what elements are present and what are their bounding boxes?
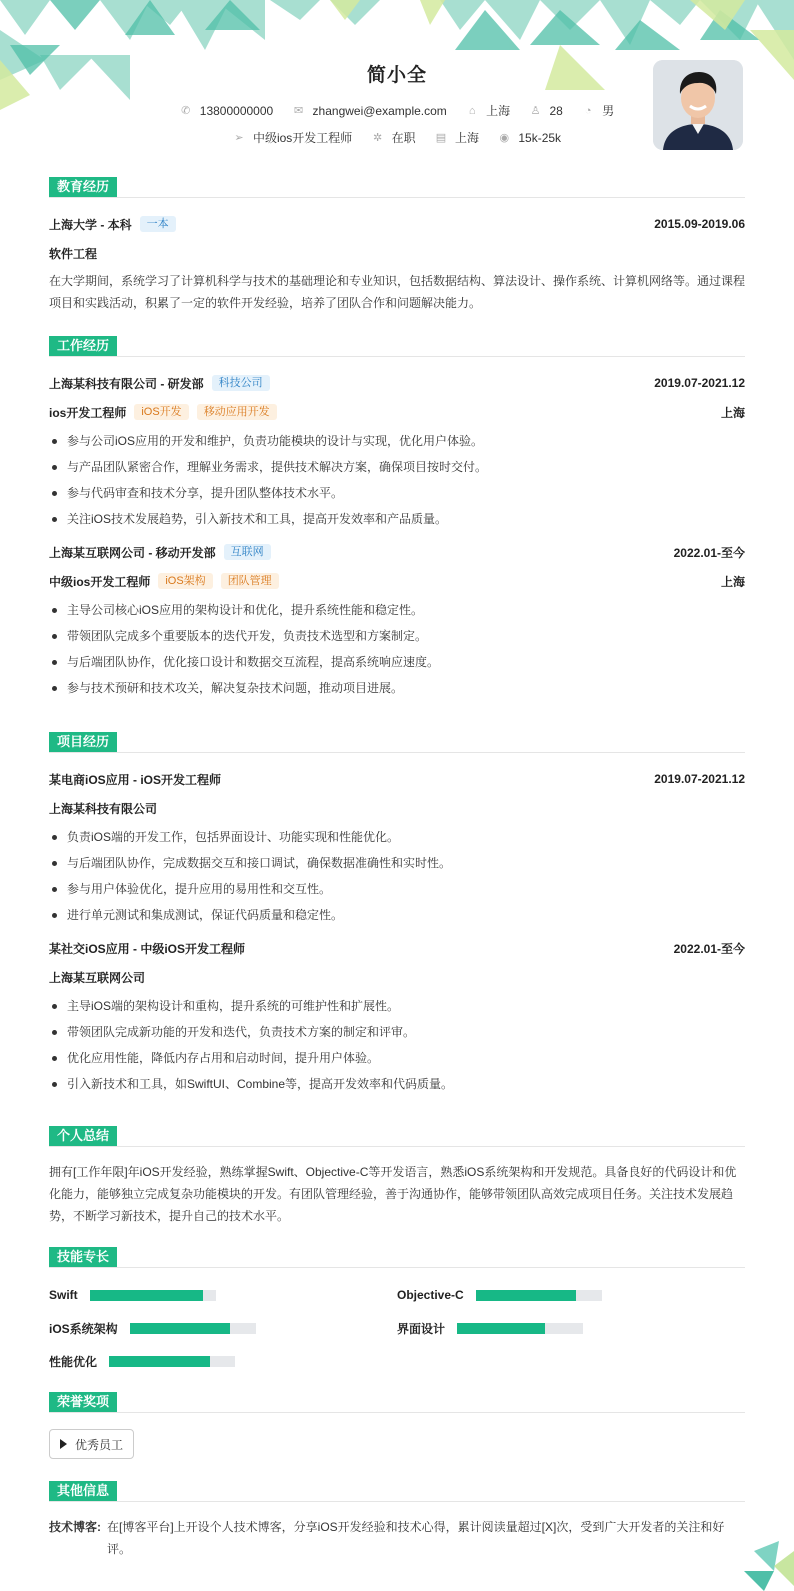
candidate-name: 简小全: [366, 65, 427, 86]
job-bullets: [49, 428, 745, 532]
list-item: 优化应用性能，降低内存占用和启动时间，提升用户体验。: [49, 1045, 745, 1071]
list-item: 引入新技术和工具，如SwiftUI、Combine等，提高开发效率和代码质量。: [49, 1071, 745, 1097]
avatar-photo: [653, 60, 743, 150]
skill-name: Objective-C: [397, 1288, 464, 1302]
education-period: 2015.09-2019.06: [654, 217, 745, 231]
role-tag: 团队管理: [221, 573, 279, 589]
other-section: [49, 1481, 745, 1560]
job-role-row: [49, 402, 745, 422]
job-period: 2022.01-至今: [673, 545, 745, 560]
list-item: 参与技术预研和技术攻关，解决复杂技术问题，推动项目进展。: [49, 675, 745, 701]
project-name: 某电商iOS应用 - iOS开发工程师: [49, 772, 222, 787]
play-icon: [60, 1439, 67, 1449]
send-icon: ➢: [234, 131, 244, 144]
list-item: 关注iOS技术发展趋势，引入新技术和工具，提高开发效率和产品质量。: [49, 506, 745, 532]
skill-item: [397, 1320, 583, 1336]
education-row: [49, 214, 745, 234]
section-title: 技能专长: [49, 1247, 117, 1267]
skill-item: [49, 1287, 216, 1303]
email-item: [293, 104, 447, 118]
job-role-row: [49, 571, 745, 591]
skill-bar-fill: [130, 1323, 231, 1334]
section-title: 荣誉奖项: [49, 1392, 117, 1412]
city-text: 上海: [454, 131, 479, 145]
list-item: 主导iOS端的架构设计和重构，提升系统的可维护性和扩展性。: [49, 993, 745, 1019]
skill-bar-fill: [90, 1290, 203, 1301]
job-period: 2019.07-2021.12: [654, 376, 745, 390]
projects-section: [49, 732, 745, 1097]
salary-item: [498, 131, 561, 145]
other-value: 在[博客平台]上开设个人技术博客，分享iOS开发经验和技术心得，累计阅读量超过[X]次，受到广大开发者的关注和好评。: [107, 1520, 725, 1556]
skill-bar-fill: [109, 1356, 210, 1367]
skill-bar-fill: [476, 1290, 577, 1301]
avatar: [653, 60, 743, 150]
coin-icon: ◉: [499, 131, 510, 144]
other-key: 技术博客:: [49, 1520, 101, 1534]
section-title: 教育经历: [49, 177, 117, 197]
status-item: [372, 129, 416, 146]
award-label: 优秀员工: [75, 1437, 124, 1452]
project-period: 2022.01-至今: [673, 941, 745, 956]
phone-item: [180, 104, 273, 118]
mail-icon: ✉: [293, 104, 304, 117]
project-company: 上海某互联网公司: [49, 970, 146, 985]
job-bullets: [49, 597, 745, 701]
skill-bar: [476, 1290, 602, 1301]
section-title: 个人总结: [49, 1126, 117, 1146]
skill-name: iOS系统架构: [49, 1321, 118, 1336]
email-text: zhangwei@example.com: [312, 103, 447, 118]
education-section: [49, 177, 745, 314]
project-bullets: [49, 993, 745, 1097]
status-text: 在职: [391, 131, 416, 145]
award-item[interactable]: [49, 1429, 134, 1459]
role-tag: iOS架构: [158, 573, 212, 589]
list-item: 带领团队完成多个重要版本的迭代开发，负责技术选型和方案制定。: [49, 623, 745, 649]
list-item: 带领团队完成新功能的开发和迭代，负责技术方案的制定和评审。: [49, 1019, 745, 1045]
project-row: [49, 769, 745, 789]
gear-icon: ✲: [373, 131, 383, 144]
school-name: 上海大学 - 本科: [49, 217, 132, 232]
company-name: 上海某科技有限公司 - 研发部: [49, 376, 204, 391]
cake-icon: ♙: [530, 104, 541, 117]
location-text: 上海: [486, 104, 511, 118]
skill-item: [49, 1353, 235, 1369]
company-tag: 科技公司: [212, 375, 270, 391]
list-item: 参与代码审查和技术分享，提升团队整体技术水平。: [49, 480, 745, 506]
skill-bar-fill: [457, 1323, 545, 1334]
list-item: 进行单元测试和集成测试，保证代码质量和稳定性。: [49, 902, 745, 928]
gender-icon: ◔: [584, 104, 592, 117]
salary-text: 15k-25k: [518, 130, 562, 145]
projects-header: [49, 732, 745, 753]
summary-section: [49, 1126, 745, 1227]
job-city: 上海: [720, 574, 745, 589]
list-item: 与产品团队紧密合作，理解业务需求，提供技术解决方案，确保项目按时交付。: [49, 454, 745, 480]
project-name: 某社交iOS应用 - 中级iOS开发工程师: [49, 941, 246, 956]
awards-section: [49, 1392, 745, 1459]
home-icon: ⌂: [468, 104, 476, 117]
gender-text: 男: [602, 104, 615, 118]
city-item: [435, 129, 479, 146]
job-city: 上海: [720, 405, 745, 420]
project-company-row: [49, 798, 745, 818]
company-name: 上海某互联网公司 - 移动开发部: [49, 545, 216, 560]
skill-name: 性能优化: [49, 1354, 98, 1369]
section-title: 工作经历: [49, 336, 117, 356]
age-text: 28: [549, 103, 563, 118]
skill-bar: [90, 1290, 216, 1301]
position-text: 中级ios开发工程师: [252, 131, 353, 145]
skill-bar: [130, 1323, 256, 1334]
building-icon: ▤: [435, 131, 447, 144]
skill-name: 界面设计: [397, 1321, 446, 1336]
list-item: 参与公司iOS应用的开发和维护，负责功能模块的设计与实现，优化用户体验。: [49, 428, 745, 454]
awards-list: [49, 1429, 745, 1459]
phone-text: 13800000000: [199, 103, 274, 118]
age-item: [530, 104, 563, 118]
skill-bar: [457, 1323, 583, 1334]
role-name: 中级ios开发工程师: [49, 574, 151, 589]
education-header: [49, 177, 745, 198]
list-item: 参与用户体验优化，提升应用的易用性和交互性。: [49, 876, 745, 902]
project-company: 上海某科技有限公司: [49, 801, 158, 816]
project-period: 2019.07-2021.12: [654, 772, 745, 786]
section-title: 项目经历: [49, 732, 117, 752]
company-tag: 互联网: [224, 544, 271, 560]
skill-name: Swift: [49, 1288, 78, 1302]
other-info-row: [49, 1516, 745, 1560]
skill-bar: [109, 1356, 235, 1367]
list-item: 负责iOS端的开发工作，包括界面设计、功能实现和性能优化。: [49, 824, 745, 850]
summary-header: [49, 1126, 745, 1147]
role-tag: iOS开发: [134, 404, 188, 420]
education-description: 在大学期间，系统学习了计算机科学与技术的基础理论和专业知识，包括数据结构、算法设计、操作系统、计算机网络等。通过课程项目和实践活动，积累了一定的软件开发经验，培养了团队合作和问题解决能力。: [49, 274, 746, 310]
project-company-row: [49, 967, 745, 987]
gender-item: [582, 102, 614, 119]
major-row: [49, 243, 745, 263]
skill-item: [397, 1287, 602, 1303]
list-item: 与后端团队协作，完成数据交互和接口调试，确保数据准确性和实时性。: [49, 850, 745, 876]
list-item: 与后端团队协作，优化接口设计和数据交互流程，提高系统响应速度。: [49, 649, 745, 675]
school-tag: 一本: [140, 216, 176, 232]
project-row: [49, 938, 745, 958]
section-title: 其他信息: [49, 1481, 117, 1501]
role-name: ios开发工程师: [49, 405, 127, 420]
list-item: 主导公司核心iOS应用的架构设计和优化，提升系统性能和稳定性。: [49, 597, 745, 623]
work-section: [49, 336, 745, 701]
job-company-row: [49, 542, 745, 562]
other-header: [49, 1481, 745, 1502]
summary-text: 拥有[工作年限]年iOS开发经验，熟练掌握Swift、Objective-C等开发语言，熟悉iOS系统架构和开发规范。具备良好的代码设计和优化能力，能够独立完成复杂功能模块的开发。有团队管理经验，善于沟通协作，能够带领团队高效完成项目任务。关注技术发展趋势，不断学习新技术，提升自己的技术水平。: [49, 1165, 737, 1223]
role-tag: 移动应用开发: [197, 404, 277, 420]
location-item: [466, 102, 510, 119]
job-company-row: [49, 373, 745, 393]
skills-section: [49, 1247, 745, 1387]
awards-header: [49, 1392, 745, 1413]
project-bullets: [49, 824, 745, 928]
major: 软件工程: [49, 246, 98, 261]
phone-icon: ✆: [181, 104, 191, 117]
position-item: [233, 129, 352, 146]
skills-header: [49, 1247, 745, 1268]
work-header: [49, 336, 745, 357]
skill-item: [49, 1320, 256, 1336]
